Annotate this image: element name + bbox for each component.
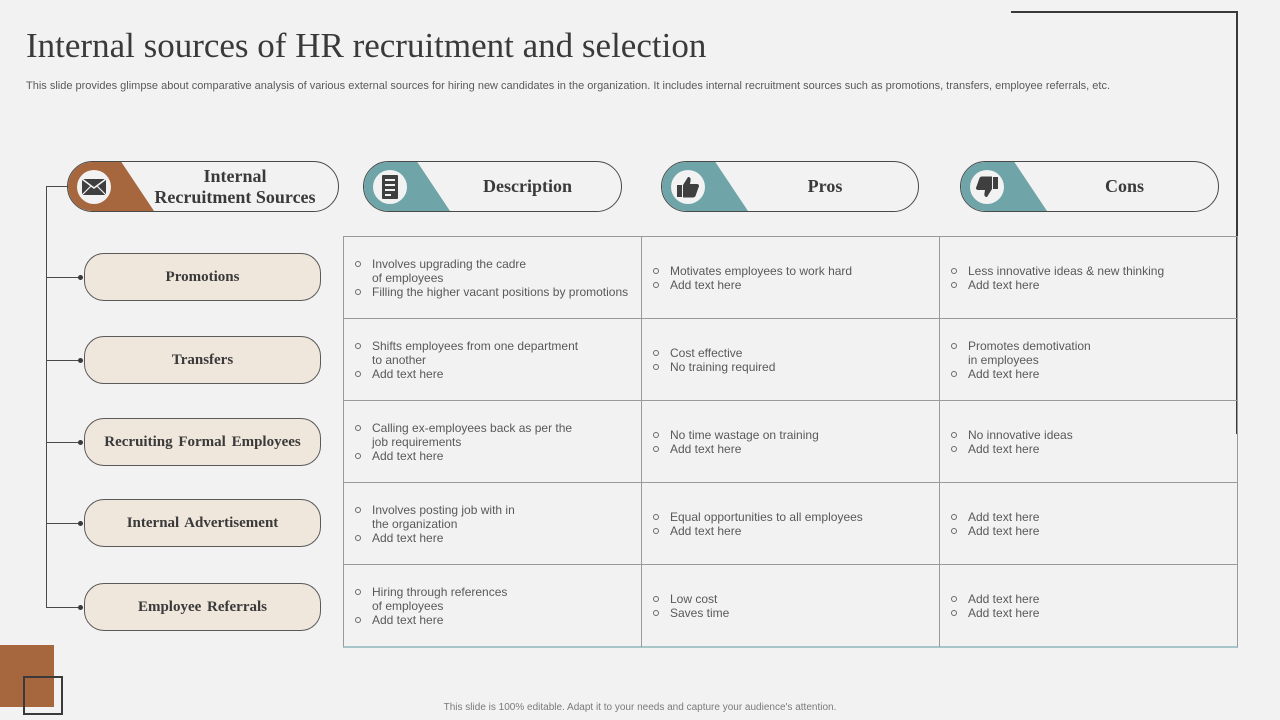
table-cell-description (344, 483, 642, 565)
bullet-item: in employees (968, 352, 1039, 367)
bullet-list (940, 264, 1164, 292)
bullet-item: Add text here (949, 592, 1039, 606)
table-cell-cons (940, 237, 1237, 319)
bullet-item: to another (372, 352, 427, 367)
bullet-item: Saves time (651, 606, 729, 620)
table-cell-pros (642, 401, 940, 483)
bullet-list (642, 428, 819, 456)
table-cell-cons (940, 483, 1237, 565)
header-label: Pros (807, 176, 843, 196)
tree-vertical-line (46, 186, 47, 607)
bullet-item: Involves posting job with in (353, 503, 515, 517)
bullet-list (642, 264, 852, 292)
bullet-item: Add text here (949, 524, 1039, 538)
bullet-list (344, 339, 578, 381)
bullet-item: Add text here (949, 278, 1164, 292)
bullet-list (642, 510, 863, 538)
bullet-item: Promotes demotivation (949, 339, 1091, 353)
bullet-list (940, 339, 1091, 381)
bullet-item: Calling ex-employees back as per the (353, 421, 572, 435)
slide-subtitle: This slide provides glimpse about comparative analysis of various external sources for hiring new candidates in the organization. It includes internal recruitment sources such as promotions, transfers, employee referrals, etc. (26, 80, 1111, 92)
bullet-item: Involves upgrading the cadre (353, 257, 628, 271)
header-label-line1: Internal (203, 165, 267, 186)
source-item: Recruiting Formal Employees (84, 418, 321, 466)
table-cell-description (344, 401, 642, 483)
bullet-item: Motivates employees to work hard (651, 264, 852, 278)
source-item: Internal Advertisement (84, 499, 321, 547)
envelope-icon (77, 170, 111, 204)
bullet-item: of employees (372, 599, 444, 613)
source-item: Transfers (84, 336, 321, 384)
frame-top-line (1011, 11, 1238, 13)
bullet-item: Equal opportunities to all employees (651, 510, 863, 524)
bullet-item: No time wastage on training (651, 428, 819, 442)
bullet-list (940, 510, 1039, 538)
table-cell-cons (940, 565, 1237, 647)
bullet-item: Less innovative ideas & new thinking (949, 264, 1164, 278)
document-icon (373, 170, 407, 204)
table-cell-pros (642, 565, 940, 647)
table-cell-description (344, 565, 642, 647)
bullet-item: the organization (372, 516, 458, 531)
header-pros (661, 161, 919, 212)
bullet-item: Filling the higher vacant positions by promotions (353, 285, 628, 299)
table-cell-description (344, 237, 642, 319)
bullet-item: of employees (372, 270, 444, 285)
bullet-item: Add text here (353, 449, 572, 463)
header-label: Description (483, 176, 572, 196)
bullet-item: Hiring through references (353, 585, 507, 599)
tree-dot (78, 521, 83, 526)
tree-dot (78, 275, 83, 280)
source-item: Promotions (84, 253, 321, 301)
bullet-list (344, 503, 515, 545)
thumbs-up-icon (671, 170, 705, 204)
bullet-item: job requirements (372, 434, 462, 449)
tree-dot (78, 440, 83, 445)
tree-top-stub (46, 186, 68, 187)
header-label: Cons (1104, 176, 1144, 196)
bullet-item: Add text here (353, 613, 507, 627)
slide-title: Internal sources of HR recruitment and selection (26, 26, 707, 65)
footer-note: This slide is 100% editable. Adapt it to your needs and capture your audience's attention. (443, 702, 837, 713)
bullet-list (344, 585, 507, 627)
bullet-item: Add text here (651, 278, 852, 292)
bullet-item: Add text here (353, 531, 515, 545)
bullet-list (344, 257, 628, 299)
bullet-item: Cost effective (651, 346, 775, 360)
source-item: Employee Referrals (84, 583, 321, 631)
bullet-list (344, 421, 572, 463)
bullet-item: No training required (651, 360, 775, 374)
table-cell-cons (940, 401, 1237, 483)
bullet-item: No innovative ideas (949, 428, 1073, 442)
bullet-item: Add text here (651, 524, 863, 538)
bullet-item: Add text here (949, 367, 1091, 381)
tree-dot (78, 605, 83, 610)
header-cons (960, 161, 1219, 212)
table-cell-description (344, 319, 642, 401)
bullet-item: Shifts employees from one department (353, 339, 578, 353)
bullet-item: Add text here (949, 510, 1039, 524)
comparison-table (343, 236, 1238, 648)
bullet-list (940, 428, 1073, 456)
header-label (140, 162, 330, 211)
bullet-item: Add text here (949, 606, 1039, 620)
bullet-list (940, 592, 1039, 620)
bullet-list (642, 346, 775, 374)
table-cell-pros (642, 237, 940, 319)
header-description (363, 161, 622, 212)
bullet-item: Add text here (651, 442, 819, 456)
bullet-list (642, 592, 729, 620)
thumbs-down-icon (970, 170, 1004, 204)
header-label-line2: Recruitment Sources (154, 186, 316, 207)
bullet-item: Add text here (949, 442, 1073, 456)
header-internal-sources (67, 161, 339, 212)
bullet-item: Add text here (353, 367, 578, 381)
table-cell-cons (940, 319, 1237, 401)
bullet-item: Low cost (651, 592, 729, 606)
tree-dot (78, 358, 83, 363)
table-cell-pros (642, 483, 940, 565)
table-cell-pros (642, 319, 940, 401)
